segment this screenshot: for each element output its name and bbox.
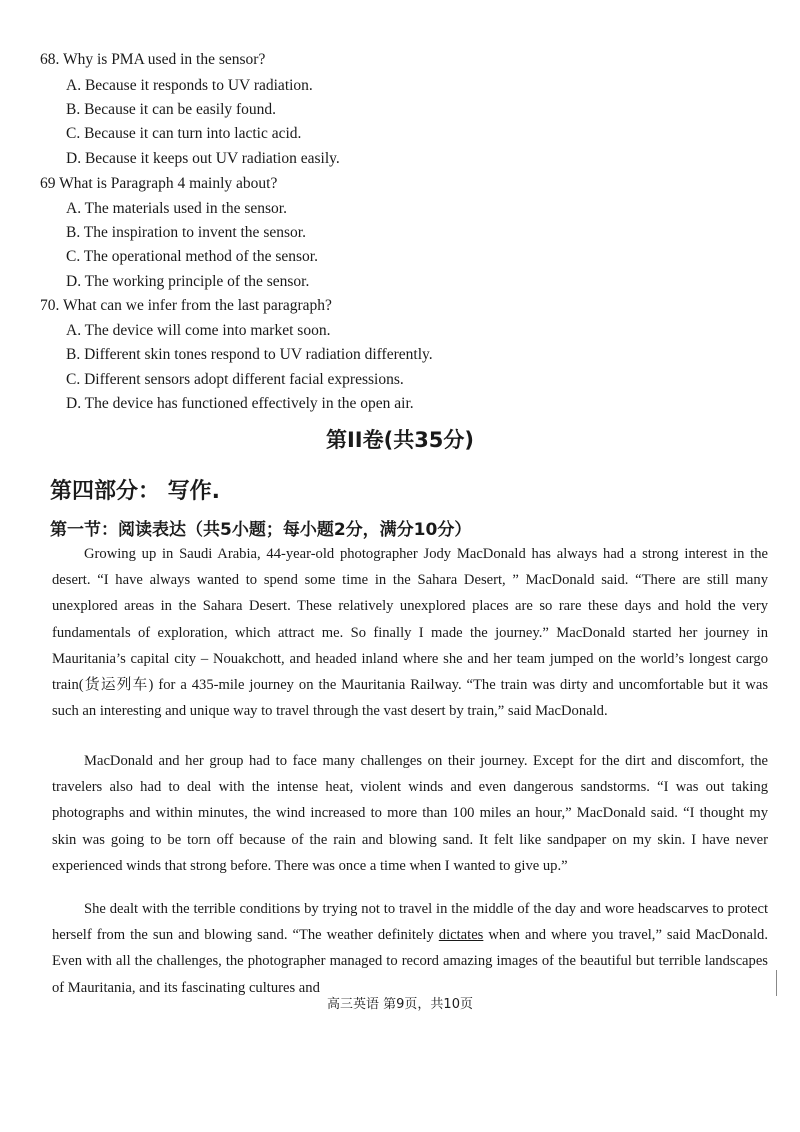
- page-footer: 高三英语 第9页，共10页: [327, 997, 473, 1012]
- passage-paragraph-3: [52, 896, 768, 1001]
- question-70-option-c: C. Different sensors adopt different facial expressions.: [66, 371, 404, 388]
- question-68-option-b: B. Because it can be easily found.: [66, 101, 277, 118]
- subsection-title: 第一节：阅读表达（共5小题；每小题2分，满分10分）: [50, 520, 472, 540]
- question-69-option-c: C. The operational method of the sensor.: [66, 248, 318, 265]
- question-69-stem: 69 What is Paragraph 4 mainly about?: [40, 175, 278, 192]
- part-title: 第四部分： 写作.: [50, 479, 221, 504]
- passage-paragraph-3-part-1: She dealt with the terrible conditions by trying not to travel in the middle of the day and wore headscarves to protect herself from the sun and blowing sand. “The weather definitely: [52, 901, 768, 944]
- question-68-option-d: D. Because it keeps out UV radiation easily.: [66, 150, 340, 167]
- question-68-option-a: A. Because it responds to UV radiation.: [66, 77, 313, 94]
- question-70-option-d: D. The device has functioned effectively in the open air.: [66, 395, 414, 412]
- question-70-option-b: B. Different skin tones respond to UV radiation differently.: [66, 346, 433, 363]
- passage-paragraph-1: Growing up in Saudi Arabia, 44-year-old photographer Jody MacDonald has always had a strong interest in the desert. “I have always wanted to spend some time in the Sahara Desert, ” MacDonald said. “There are still many unexplored areas in the Sahara Desert. These relatively unexplored places are so rare these days and hold the very fundamentals of exploration, which attract me. So finally I made the journey.” MacDonald started her journey in Mauritania’s capital city – Nouakchott, and headed inland where she and her team jumped on the world’s longest cargo train(货运列车) for a 435-mile journey on the Mauritania Railway. “The train was dirty and uncomfortable but it was such an interesting and unique way to travel through the vast desert by train,” said MacDonald.: [52, 546, 768, 720]
- question-70-stem: 70. What can we infer from the last paragraph?: [40, 297, 332, 314]
- question-68-stem: 68. Why is PMA used in the sensor?: [40, 51, 266, 68]
- passage-paragraph-3-part-2: when and where you travel,” said MacDonald. Even with all the challenges, the photographer managed to record amazing images of the beautiful but terrible landscapes of Mauritania, and its fascinating cultures and: [52, 927, 768, 996]
- question-69-option-d: D. The working principle of the sensor.: [66, 273, 310, 290]
- scan-edge-line: [776, 970, 777, 996]
- question-69-option-a: A. The materials used in the sensor.: [66, 200, 287, 217]
- question-68-option-c: C. Because it can turn into lactic acid.: [66, 125, 302, 142]
- passage-paragraph-2: MacDonald and her group had to face many challenges on their journey. Except for the dirt and discomfort, the travelers also had to deal with the intense heat, violent winds and even dangerous sandstorms. “I was out taking photographs and within minutes, the wind increased to more than 100 miles an hour,” MacDonald said. “I thought my skin was going to be torn off because of the rain and blowing sand. It felt like sandpaper on my skin. I have never experienced winds that strong before. There was once a time when I wanted to give up.”: [52, 753, 768, 874]
- question-69-option-b: B. The inspiration to invent the sensor.: [66, 224, 306, 241]
- underlined-word-dictates: dictates: [438, 927, 484, 944]
- question-70-option-a: A. The device will come into market soon.: [66, 322, 331, 339]
- section-title: 第II卷(共35分): [325, 428, 475, 452]
